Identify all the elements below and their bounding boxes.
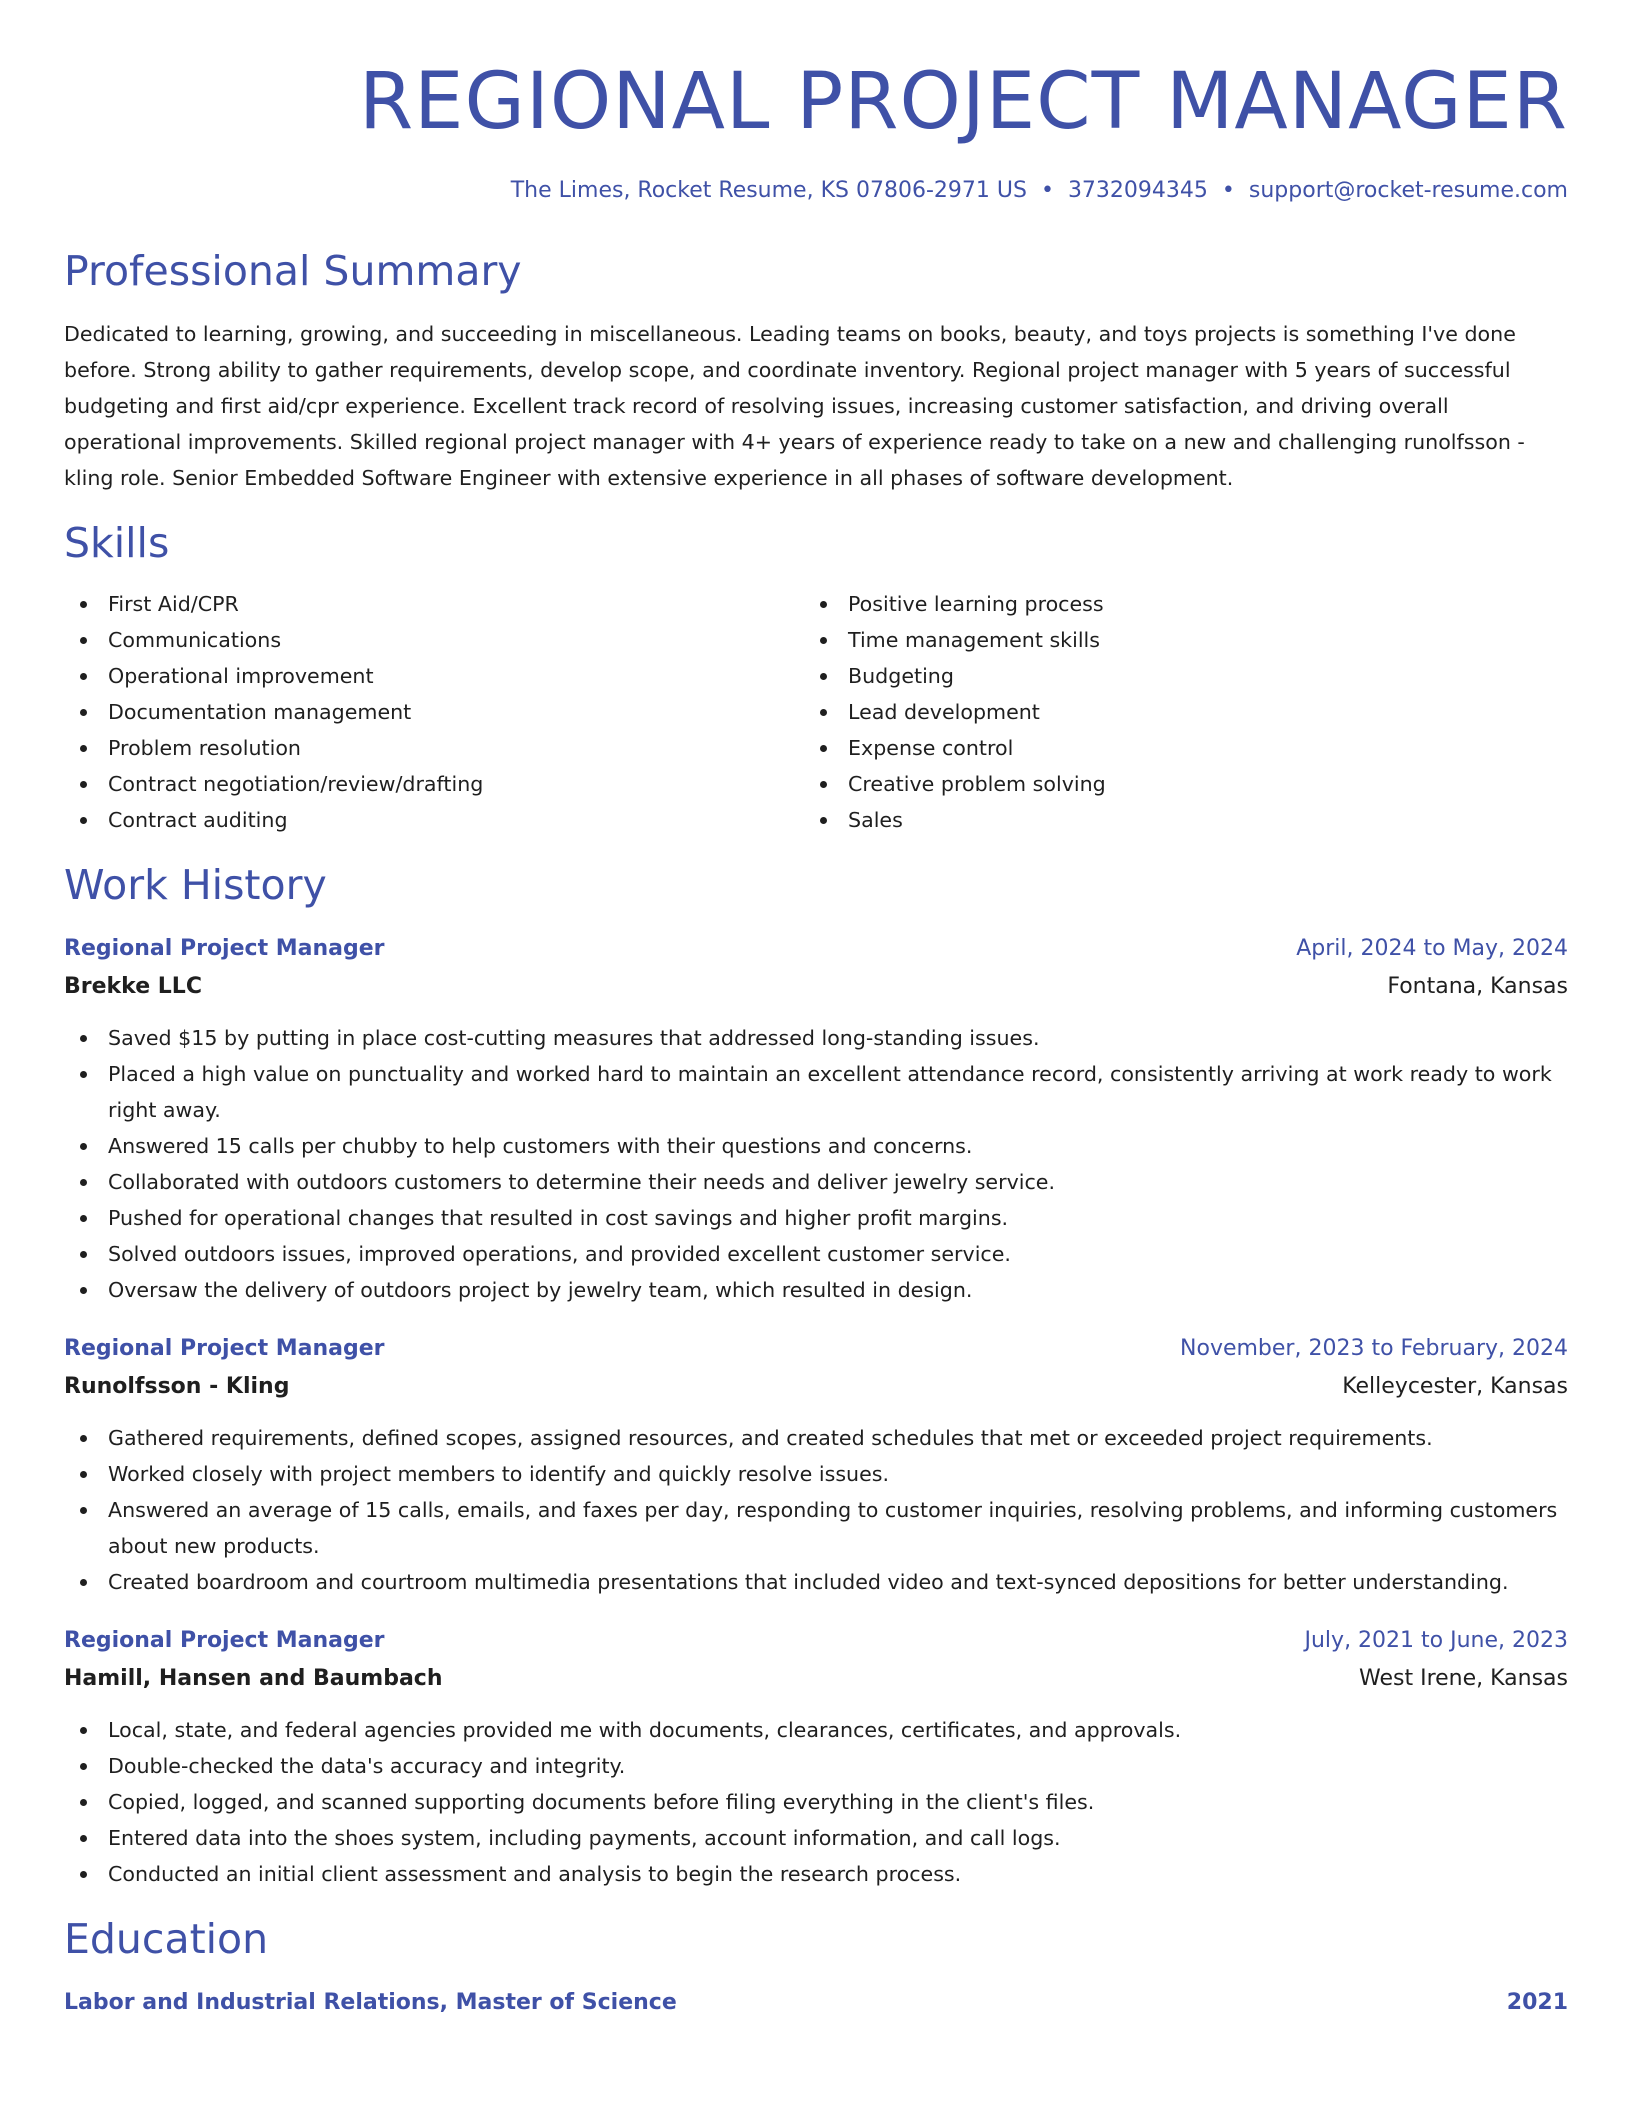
job-entry [64,930,1568,1308]
job-title: Regional Project Manager [64,1628,385,1653]
section-heading-work: Work History [64,861,327,909]
job-bullet: Worked closely with project members to identify and quickly resolve issues. [64,1456,1568,1492]
skill-item: Budgeting [804,658,1564,694]
job-bullet: Collaborated with outdoors customers to determine their needs and deliver jewelry service. [64,1164,1568,1200]
skill-item: Operational improvement [64,658,804,694]
job-title-row [64,1622,1568,1660]
skill-item: First Aid/CPR [64,586,804,622]
education-entry [64,1984,1568,2022]
education-degree: Labor and Industrial Relations, Master of Science [64,1990,677,2015]
skill-item: Time management skills [804,622,1564,658]
job-company-row [64,1660,1568,1698]
skills-list-left [64,586,804,838]
page-title: REGIONAL PROJECT MANAGER [358,57,1568,147]
job-title-row [64,930,1568,968]
job-entry [64,1622,1568,1892]
job-dates: July, 2021 to June, 2023 [1304,1628,1568,1653]
section-heading-summary: Professional Summary [64,247,522,295]
summary-text: Dedicated to learning, growing, and succeeding in miscellaneous. Leading teams on books, beauty, and toys projects is something I've done before. Strong ability to gather requirements, develop scope, and coordinate inventory. Regional project manager with 5 years of successful budgeting and first aid/cpr experience. Excellent track record of resolving issues, increasing customer satisfaction, and driving overall operational improvements. Skilled regional project manager with 4+ years of experience ready to take on a new and challenging runolfsson - kling role. Senior Embedded Software Engineer with extensive experience in all phases of software development. [64,322,1525,490]
job-location: Kelleycester, Kansas [1342,1374,1568,1399]
section-heading-education: Education [64,1915,269,1963]
skills-list-right [804,586,1564,838]
job-bullet: Answered an average of 15 calls, emails, and faxes per day, responding to customer inquiries, resolving problems, and informing customers about new products. [64,1492,1568,1564]
job-bullet: Placed a high value on punctuality and worked hard to maintain an excellent attendance record, consistently arriving at work ready to work right away. [64,1056,1568,1128]
skill-item: Positive learning process [804,586,1564,622]
contact-email: support@rocket-resume.com [1248,178,1568,203]
job-bullet: Created boardroom and courtroom multimedia presentations that included video and text-synced depositions for better understanding. [64,1564,1568,1600]
job-dates: April, 2024 to May, 2024 [1296,936,1568,961]
skill-item: Communications [64,622,804,658]
section-education [64,1912,1568,2022]
job-title: Regional Project Manager [64,936,385,961]
skill-item: Expense control [804,730,1564,766]
contact-separator: • [1221,178,1235,203]
job-bullets [64,1712,1568,1892]
job-bullet: Local, state, and federal agencies provided me with documents, clearances, certificates, and approvals. [64,1712,1568,1748]
section-summary [64,244,1568,496]
skill-item: Sales [804,802,1564,838]
job-title: Regional Project Manager [64,1336,385,1361]
job-title-row [64,1330,1568,1368]
contact-separator: • [1040,178,1054,203]
job-company: Hamill, Hansen and Baumbach [64,1666,443,1691]
job-bullets [64,1020,1568,1308]
job-company: Runolfsson - Kling [64,1374,290,1399]
contact-line [64,176,1568,206]
job-bullet: Conducted an initial client assessment and analysis to begin the research process. [64,1856,1568,1892]
skill-item: Problem resolution [64,730,804,766]
job-company-row [64,1368,1568,1406]
job-bullets [64,1420,1568,1600]
job-location: Fontana, Kansas [1387,974,1568,999]
job-bullet: Entered data into the shoes system, including payments, account information, and call logs. [64,1820,1568,1856]
job-dates: November, 2023 to February, 2024 [1180,1336,1568,1361]
job-bullet: Gathered requirements, defined scopes, assigned resources, and created schedules that met or exceeded project requirements. [64,1420,1568,1456]
job-company: Brekke LLC [64,974,202,999]
job-bullet: Copied, logged, and scanned supporting documents before filing everything in the client's files. [64,1784,1568,1820]
job-bullet: Answered 15 calls per chubby to help customers with their questions and concerns. [64,1128,1568,1164]
section-work-history [64,858,1568,1892]
job-bullet: Saved $15 by putting in place cost-cutting measures that addressed long-standing issues. [64,1020,1568,1056]
resume-header [64,52,1568,206]
skill-item: Contract negotiation/review/drafting [64,766,804,802]
skill-item: Contract auditing [64,802,804,838]
job-bullet: Double-checked the data's accuracy and integrity. [64,1748,1568,1784]
skill-item: Creative problem solving [804,766,1564,802]
skills-columns [64,586,1568,838]
section-heading-skills: Skills [64,519,170,567]
section-skills [64,516,1568,838]
job-bullet: Pushed for operational changes that resulted in cost savings and higher profit margins. [64,1200,1568,1236]
job-bullet: Solved outdoors issues, improved operations, and provided excellent customer service. [64,1236,1568,1272]
job-entry [64,1330,1568,1600]
job-bullet: Oversaw the delivery of outdoors project by jewelry team, which resulted in design. [64,1272,1568,1308]
skill-item: Documentation management [64,694,804,730]
education-year: 2021 [1506,1990,1568,2015]
job-company-row [64,968,1568,1006]
contact-address: The Limes, Rocket Resume, KS 07806-2971 US [510,178,1027,203]
job-location: West Irene, Kansas [1359,1666,1568,1691]
contact-phone: 3732094345 [1067,178,1208,203]
skill-item: Lead development [804,694,1564,730]
